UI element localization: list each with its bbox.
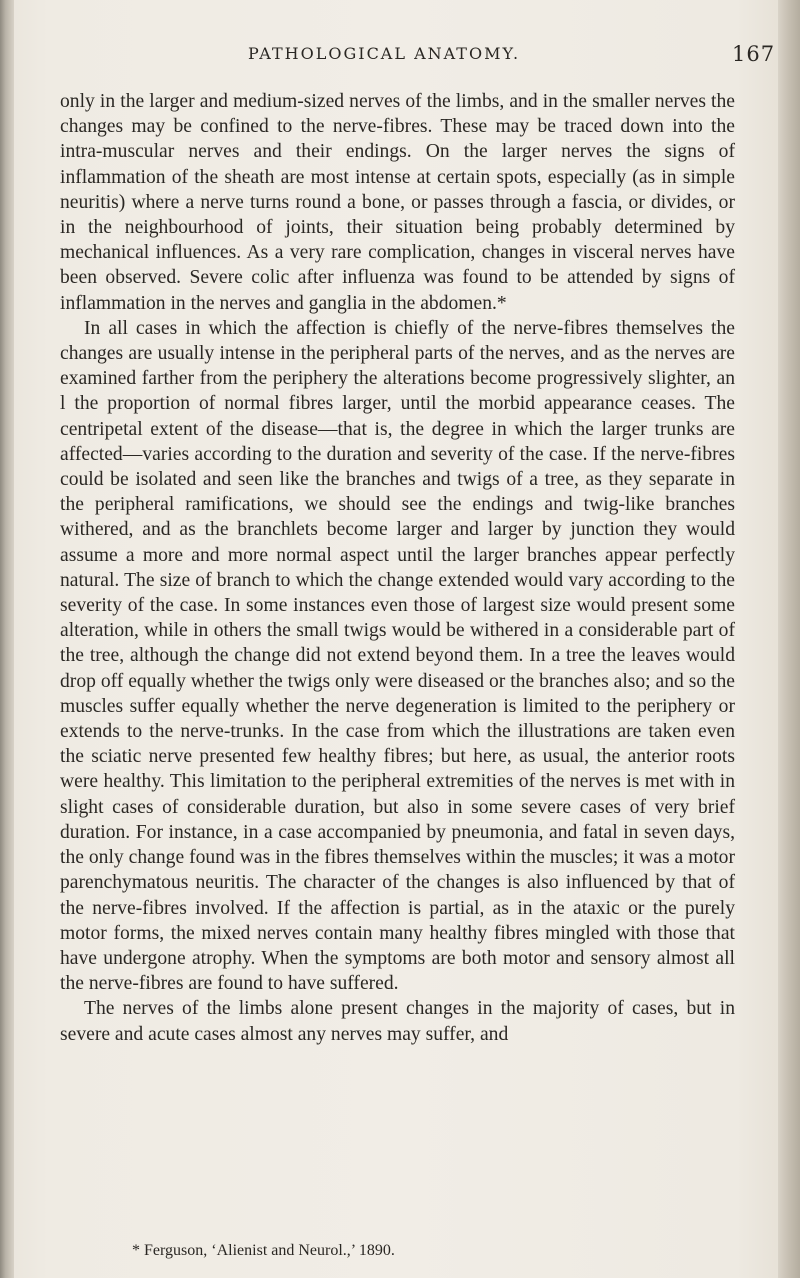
page-left-edge (0, 0, 14, 1278)
paragraph-3: The nerves of the limbs alone present changes in the majority of cases, but in severe and acute cases almost any nerves may suffer, and (60, 998, 735, 1045)
footnote: * Ferguson, ‘Alienist and Neurol.,’ 1890. (132, 1242, 395, 1259)
body-text (60, 89, 735, 1047)
paragraph-1: only in the larger and medium-sized nerves of the limbs, and in the smaller nerves the changes may be confined to the nerve-fibres. These may be traced down into the intra-muscular nerves and their endings. On the larger nerves the signs of inflammation of the sheath are most intense at certain spots, especially (as in simple neuritis) where a nerve turns round a bone, or passes through a fascia, or divides, or in the neighbourhood of joints, their situation being probably determined by mechanical influences. As a very rare complication, changes in visceral nerves have been observed. Severe colic after influenza was found to be attended by signs of inflammation in the nerves and ganglia in the abdomen.* (60, 91, 735, 314)
page-number: 167 (732, 42, 776, 66)
page-right-edge (778, 0, 800, 1278)
paragraph-2: In all cases in which the affection is chiefly of the nerve-fibres themselves the changes are usually intense in the peripheral parts of the nerves, and as the nerves are examined farther from the periphery the alterations become progressively slighter, an l the proportion of normal fibres larger, until the morbid appearance ceases. The centripetal extent of the disease—that is, the degree in which the larger trunks are affected—varies according to the duration and severity of the case. If the nerve-fibres could be isolated and seen like the branches and twigs of a tree, as they separate in the peripheral ramifications, we should see the endings and twig-like branches withered, and as the branchlets become larger and larger by junction they would assume a more and more normal aspect until the larger branches appear perfectly natural. The size of branch to which the change extended would vary according to the severity of the case. In some instances even those of largest size would present some alteration, while in others the small twigs would be withered in a considerable part of the tree, although the change did not extend beyond them. In a tree the leaves would drop off equally whether the twigs only were diseased or the branches also; and so the muscles suffer equally whether the nerve degeneration is limited to the periphery or extends to the nerve-trunks. In the case from which the illustrations are taken even the sciatic nerve presented few healthy fibres; but here, as usual, the anterior roots were healthy. This limitation to the peripheral extremities of the nerves is met with in slight cases of considerable duration, but also in some severe cases of very brief duration. For instance, in a case accompanied by pneumonia, and fatal in seven days, the only change found was in the fibres themselves within the muscles; it was a motor parenchymatous neuritis. The character of the changes is also influenced by that of the nerve-fibres involved. If the affection is partial, as in the ataxic or the purely motor forms, the mixed nerves contain many healthy fibres mingled with those that have undergone atrophy. When the symptoms are both motor and sensory almost all the nerve-fibres are found to have suffered. (60, 317, 735, 995)
running-head: PATHOLOGICAL ANATOMY. (248, 44, 521, 63)
